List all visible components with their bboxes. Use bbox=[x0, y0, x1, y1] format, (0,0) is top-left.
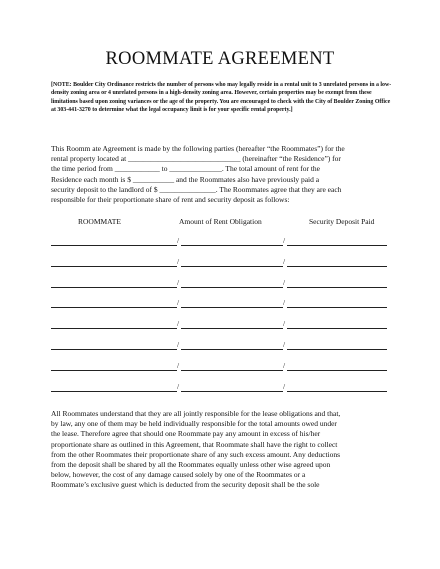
closing-line: from the other Roommates their proportionate share of any such excess amount. Any deductions bbox=[51, 449, 341, 459]
roommate-name-field[interactable] bbox=[51, 245, 177, 246]
intro-line: security deposit to the landlord of $ _______________. The Roommates agree that they are each bbox=[51, 184, 342, 194]
closing-line: Roommate’s exclusive guest which is deducted from the security deposit shall be the sole bbox=[51, 480, 320, 490]
intro-paragraph bbox=[51, 144, 396, 205]
deposit-paid-field[interactable] bbox=[287, 391, 387, 392]
roommate-row[interactable] bbox=[51, 298, 387, 308]
roommate-name-field[interactable] bbox=[51, 287, 177, 288]
rent-obligation-field[interactable] bbox=[181, 266, 283, 267]
column-header-deposit: Security Deposit Paid bbox=[309, 217, 375, 226]
deposit-paid-field[interactable] bbox=[287, 266, 387, 267]
field-separator: / bbox=[283, 298, 286, 308]
roommate-name-field[interactable] bbox=[51, 370, 177, 371]
column-header-rent: Amount of Rent Obligation bbox=[179, 217, 262, 226]
field-separator: / bbox=[177, 236, 180, 245]
column-header-roommate: ROOMMATE bbox=[78, 217, 121, 226]
roommate-name-field[interactable] bbox=[51, 266, 177, 267]
rent-obligation-field[interactable] bbox=[181, 328, 283, 329]
intro-line: rental property located at ______________________________ (hereinafter “the Residence”) for bbox=[51, 154, 341, 164]
rent-obligation-field[interactable] bbox=[181, 370, 283, 371]
field-separator: / bbox=[177, 277, 180, 287]
intro-line: responsible for their proportionate share of rent and security deposit as follows: bbox=[51, 195, 290, 205]
intro-line: This Roomm ate Agreement is made by the following parties (hereafter “the Roommates”) for the bbox=[51, 144, 345, 153]
field-separator: / bbox=[283, 256, 286, 266]
rent-obligation-field[interactable] bbox=[181, 287, 283, 288]
deposit-paid-field[interactable] bbox=[287, 328, 387, 329]
field-separator: / bbox=[283, 360, 286, 370]
rent-obligation-field[interactable] bbox=[181, 391, 283, 392]
rent-obligation-field[interactable] bbox=[181, 245, 283, 246]
closing-line: the lease. Therefore agree that should one Roommate pay any amount in excess of his/her bbox=[51, 429, 321, 439]
field-separator: / bbox=[283, 277, 286, 287]
document-title: ROOMMATE AGREEMENT bbox=[105, 49, 335, 69]
closing-line: All Roommates understand that they are all jointly responsible for the lease obligations and that, bbox=[51, 409, 341, 418]
roommate-row[interactable] bbox=[51, 381, 387, 392]
closing-paragraph bbox=[51, 409, 396, 491]
roommate-name-field[interactable] bbox=[51, 328, 177, 329]
roommate-row[interactable] bbox=[51, 256, 387, 267]
field-separator: / bbox=[283, 236, 286, 245]
roommate-name-field[interactable] bbox=[51, 307, 177, 308]
field-separator: / bbox=[177, 256, 180, 266]
roommate-name-field[interactable] bbox=[51, 391, 177, 392]
roommate-row[interactable] bbox=[51, 236, 387, 246]
roommate-row[interactable] bbox=[51, 319, 387, 329]
roommate-name-field[interactable] bbox=[51, 349, 177, 350]
closing-line: by law, any one of them may be held individually responsible for the total amounts owed under bbox=[51, 419, 337, 429]
closing-line: from the deposit shall be shared by all the Roommates equally unless other wise agreed upon bbox=[51, 460, 331, 470]
deposit-paid-field[interactable] bbox=[287, 287, 387, 288]
deposit-paid-field[interactable] bbox=[287, 349, 387, 350]
field-separator: / bbox=[177, 381, 180, 391]
field-separator: / bbox=[283, 340, 286, 349]
intro-line: the time period from ____________ to ______________. The total amount of rent for the bbox=[51, 164, 320, 174]
closing-line: below, however, the cost of any damage caused solely by one of the Roommates or a bbox=[51, 470, 306, 480]
field-separator: / bbox=[177, 340, 180, 349]
zoning-note: [NOTE: Boulder City Ordinance restricts the number of persons who may legally reside in a rental unit to 3 unrelated persons in a low-density zoning area or 4 unrelated persons in a high-density zoning area. However, certain properties may be exempt from these limitations based upon zoning variances or the age of the property. You are encouraged to check with the City of Boulder Zoning Office at 303-441-3270 to determine what the legal occupancy limit is for your specific rental property.] bbox=[51, 82, 392, 114]
roommate-row[interactable] bbox=[51, 340, 387, 350]
deposit-paid-field[interactable] bbox=[287, 245, 387, 246]
field-separator: / bbox=[177, 319, 180, 329]
field-separator: / bbox=[283, 319, 286, 329]
field-separator: / bbox=[177, 360, 180, 370]
deposit-paid-field[interactable] bbox=[287, 370, 387, 371]
roommate-row[interactable] bbox=[51, 360, 387, 371]
field-separator: / bbox=[177, 298, 180, 308]
rent-obligation-field[interactable] bbox=[181, 349, 283, 350]
deposit-paid-field[interactable] bbox=[287, 307, 387, 308]
roommate-row[interactable] bbox=[51, 277, 387, 288]
intro-line: Residence each month is $ ___________ and the Roommates also have previously paid a bbox=[51, 174, 320, 184]
closing-line: proportionate share as outlined in this Agreement, that Roommate shall have the right to collect bbox=[51, 439, 338, 449]
rent-obligation-field[interactable] bbox=[181, 307, 283, 308]
field-separator: / bbox=[283, 381, 286, 391]
